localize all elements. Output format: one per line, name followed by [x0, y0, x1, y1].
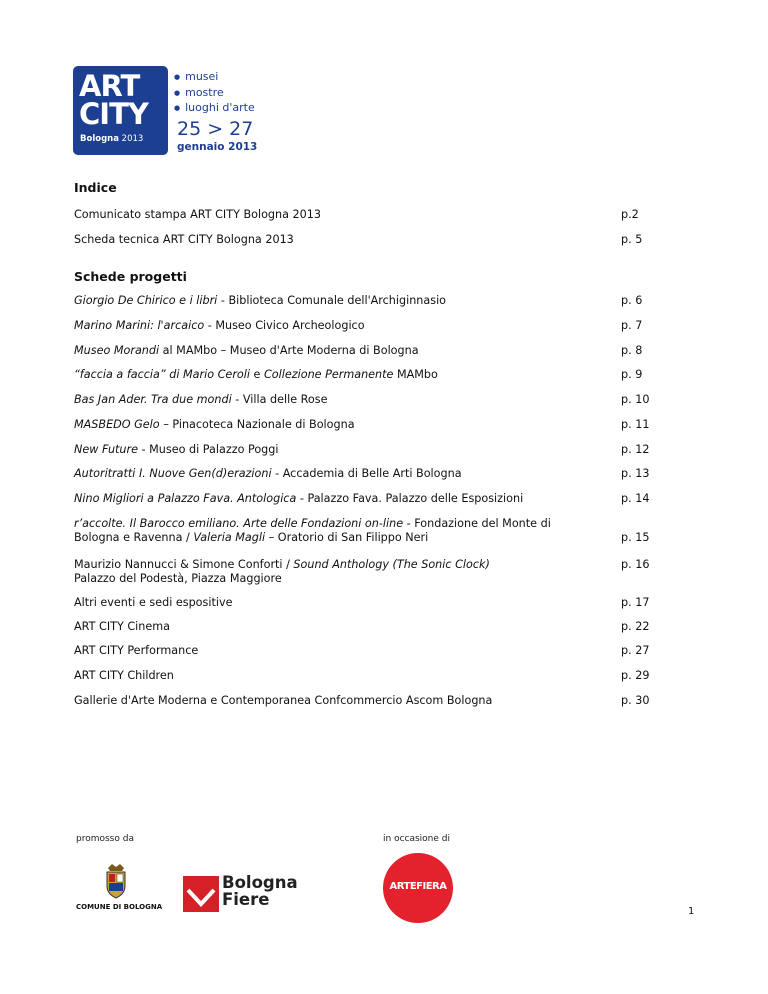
- logo-art: ART: [79, 69, 140, 103]
- toc-page: p. 7: [621, 319, 643, 332]
- logo-month: gennaio 2013: [177, 141, 258, 153]
- toc-page: p. 12: [621, 443, 650, 456]
- toc-entry: Altri eventi e sedi espositive: [74, 596, 233, 609]
- toc-entry: Gallerie d'Arte Moderna e Contemporanea Confcommercio Ascom Bologna: [74, 694, 493, 707]
- toc-page: p. 29: [621, 669, 650, 682]
- bolognafiere-line1: Bologna: [222, 873, 298, 892]
- logo-box: [73, 66, 168, 155]
- toc-page: p. 14: [621, 492, 650, 505]
- index-heading: Indice: [74, 180, 117, 195]
- toc-entry: Scheda tecnica ART CITY Bologna 2013: [74, 233, 294, 246]
- toc-page: p. 16: [621, 558, 650, 571]
- crest-icon: [103, 862, 129, 900]
- artefiera-text: ARTEFIERA: [389, 881, 447, 892]
- toc-entry: Autoritratti I. Nuove Gen(d)erazioni - Accademia di Belle Arti Bologna: [74, 467, 462, 480]
- toc-entry: Giorgio De Chirico e i libri - Biblioteca Comunale dell'Archiginnasio: [74, 294, 447, 307]
- logo-bullet: ● luoghi d'arte: [174, 101, 255, 117]
- bolognafiere-text: [222, 874, 298, 908]
- projects-heading: Schede progetti: [74, 269, 187, 284]
- toc-entry: ART CITY Children: [74, 669, 174, 682]
- toc-entry: Bas Jan Ader. Tra due mondi - Villa delle Rose: [74, 393, 328, 406]
- toc-entry: r’accolte. Il Barocco emiliano. Arte delle Fondazioni on-line - Fondazione del Monte di Bologna e Ravenna / Valeria Magli – Oratorio di San Filippo Neri: [74, 517, 551, 544]
- toc-page: p. 30: [621, 694, 650, 707]
- toc-entry: New Future - Museo di Palazzo Poggi: [74, 443, 279, 456]
- logo-city-name: Bologna: [80, 134, 119, 144]
- toc-page: p. 10: [621, 393, 650, 406]
- bolognafiere-line2: Fiere: [222, 890, 270, 909]
- logo-bullet: ● mostre: [174, 86, 255, 102]
- toc-entry: ART CITY Performance: [74, 644, 199, 657]
- toc-page: p. 13: [621, 467, 650, 480]
- toc-entry: ART CITY Cinema: [74, 620, 170, 633]
- logo-city: CITY: [79, 97, 148, 131]
- toc-page: p. 8: [621, 344, 643, 357]
- toc-entry: MASBEDO Gelo – Pinacoteca Nazionale di Bologna: [74, 418, 355, 431]
- logo-subtitle: [80, 134, 143, 144]
- toc-entry: Comunicato stampa ART CITY Bologna 2013: [74, 208, 322, 221]
- page-number: 1: [688, 906, 695, 917]
- toc-page: p. 15: [621, 531, 650, 544]
- bolognafiere-icon: [183, 876, 219, 912]
- toc-page: p. 9: [621, 368, 643, 381]
- promosso-label: promosso da: [76, 834, 134, 844]
- occasione-label: in occasione di: [383, 834, 450, 844]
- toc-page: p. 5: [621, 233, 643, 246]
- toc-page: p. 6: [621, 294, 643, 307]
- toc-page: p. 27: [621, 644, 650, 657]
- logo-dates: 25 > 27: [177, 118, 254, 140]
- toc-entry: Nino Migliori a Palazzo Fava. Antologica - Palazzo Fava. Palazzo delle Esposizioni: [74, 492, 524, 505]
- toc-page: p. 17: [621, 596, 650, 609]
- comune-text: COMUNE DI BOLOGNA: [76, 903, 163, 911]
- toc-page: p. 11: [621, 418, 650, 431]
- logo-bullets: [174, 70, 255, 117]
- logo-year: 2013: [121, 134, 144, 144]
- toc-entry: “faccia a faccia” di Mario Ceroli e Collezione Permanente MAMbo: [74, 368, 438, 381]
- toc-entry: Maurizio Nannucci & Simone Conforti / Sound Anthology (The Sonic Clock) Palazzo del Podestà, Piazza Maggiore: [74, 558, 490, 585]
- toc-page: p. 22: [621, 620, 650, 633]
- bolognafiere-logo: [183, 873, 308, 912]
- artefiera-logo: [383, 853, 453, 923]
- logo-bullet: ● musei: [174, 70, 255, 86]
- comune-di-bologna-logo: [76, 862, 163, 916]
- art-city-logo: [73, 66, 258, 155]
- toc-page: p.2: [621, 208, 639, 221]
- toc-entry: Museo Morandi al MAMbo – Museo d'Arte Moderna di Bologna: [74, 344, 419, 357]
- toc-entry: Marino Marini: l'arcaico - Museo Civico Archeologico: [74, 319, 365, 332]
